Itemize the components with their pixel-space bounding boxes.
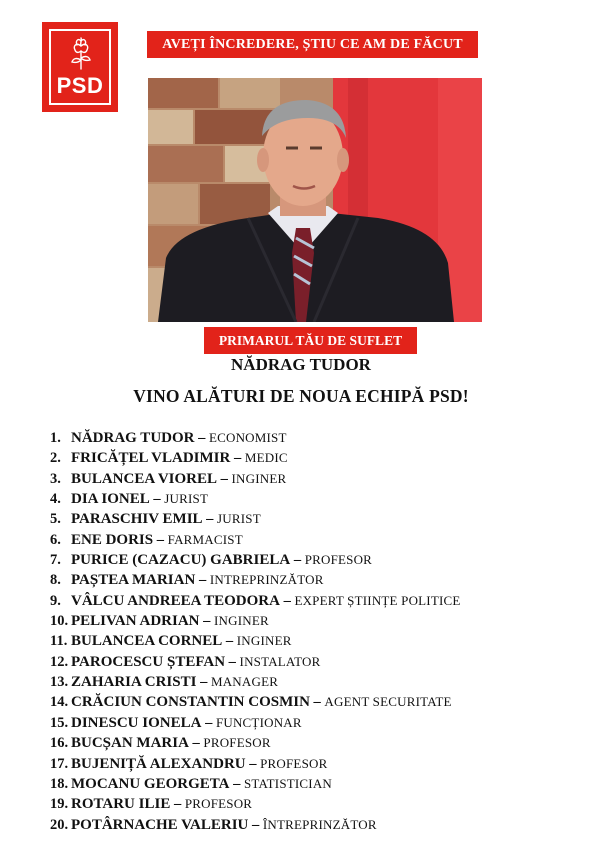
candidate-number: 2. [50, 450, 61, 467]
list-item [50, 754, 461, 774]
candidate-number: 1. [50, 430, 61, 446]
candidate-occupation: PROFESOR [260, 755, 328, 771]
candidate-occupation: FUNCȚIONAR [215, 714, 302, 730]
list-item [50, 509, 461, 529]
list-item [50, 448, 461, 468]
candidate-name-entry: PAȘTEA MARIAN [71, 572, 196, 589]
separator-dash: – [153, 531, 168, 548]
separator-dash: – [217, 470, 232, 487]
candidate-number: 4. [50, 491, 61, 508]
list-item [50, 692, 461, 712]
separator-dash: – [188, 735, 204, 752]
separator-dash: – [229, 775, 244, 792]
candidate-occupation: INGINER [231, 470, 287, 486]
separator-dash: – [199, 613, 214, 630]
rose-icon [64, 34, 98, 74]
candidate-number: 11. [50, 633, 68, 650]
candidate-photo [148, 78, 482, 322]
candidate-occupation: INTREPRINZĂTOR [209, 572, 324, 588]
candidate-number: 3. [50, 470, 61, 487]
separator-dash: – [230, 450, 245, 467]
candidate-number: 19. [50, 796, 69, 813]
candidate-number: 16. [50, 735, 69, 752]
candidate-occupation: AGENT SECURITATE [324, 694, 452, 710]
candidate-name-entry: CRĂCIUN CONSTANTIN COSMIN [71, 694, 310, 711]
candidate-name-entry: VÂLCU ANDREEA TEODORA [71, 592, 280, 609]
list-item [50, 469, 461, 489]
candidate-name-entry: PARASCHIV EMIL [71, 511, 203, 528]
list-item [50, 530, 461, 550]
candidate-name-entry: POTÂRNACHE VALERIU [71, 816, 249, 833]
psd-logo [42, 22, 118, 112]
candidate-name-entry: ZAHARIA CRISTI [71, 674, 197, 691]
candidate-number: 20. [50, 816, 69, 833]
candidate-occupation: MEDIC [244, 450, 288, 466]
list-item [50, 428, 461, 448]
candidate-occupation: INGINER [236, 633, 292, 649]
list-item [50, 815, 461, 835]
candidate-name-entry: MOCANU GEORGETA [71, 775, 230, 792]
candidate-number: 6. [50, 531, 61, 548]
candidate-number: 18. [50, 775, 69, 792]
candidate-number: 9. [50, 592, 61, 609]
separator-dash: – [309, 694, 325, 711]
list-item [50, 713, 461, 733]
candidate-name-entry: NĂDRAG TUDOR [71, 430, 195, 446]
candidate-occupation: ECONOMIST [208, 430, 287, 445]
candidate-name-entry: ENE DORIS [71, 531, 154, 548]
candidate-number: 7. [50, 552, 61, 569]
candidate-name-entry: BULANCEA VIOREL [71, 470, 218, 487]
separator-dash: – [194, 430, 209, 446]
candidate-name-entry: PAROCESCU ȘTEFAN [71, 653, 226, 670]
separator-dash: – [149, 491, 165, 508]
list-item [50, 631, 461, 651]
list-item [50, 591, 461, 611]
tagline-banner: PRIMARUL TĂU DE SUFLET [204, 327, 417, 354]
separator-dash: – [196, 674, 211, 691]
candidate-number: 13. [50, 674, 69, 691]
candidate-occupation: STATISTICIAN [243, 775, 333, 791]
list-item [50, 672, 461, 692]
separator-dash: – [290, 552, 305, 569]
candidate-name-entry: BULANCEA CORNEL [71, 633, 223, 650]
candidate-number: 17. [50, 755, 69, 772]
candidate-name: NĂDRAG TUDOR [231, 355, 371, 374]
candidate-number: 10. [50, 613, 69, 630]
list-item [50, 489, 461, 509]
candidate-occupation: PROFESOR [304, 552, 373, 568]
list-item [50, 652, 461, 672]
candidate-list [50, 428, 461, 835]
candidate-name-entry: PURICE (CAZACU) GABRIELA [71, 552, 291, 569]
candidate-occupation: INSTALATOR [239, 653, 321, 669]
candidate-occupation: JURIST [164, 491, 209, 507]
separator-dash: – [248, 816, 263, 833]
candidate-number: 15. [50, 714, 69, 731]
candidate-number: 12. [50, 653, 69, 670]
list-item [50, 570, 461, 590]
separator-dash: – [245, 755, 261, 772]
separator-dash: – [195, 572, 210, 589]
candidate-name-entry: BUJENIȚĂ ALEXANDRU [71, 755, 246, 772]
candidate-number: 5. [50, 511, 61, 528]
separator-dash: – [222, 633, 237, 650]
candidate-number: 8. [50, 572, 61, 589]
candidate-name-entry: DIA IONEL [71, 491, 150, 508]
candidate-number: 14. [50, 694, 69, 711]
candidate-occupation: FARMACIST [167, 531, 243, 547]
separator-dash: – [201, 714, 216, 731]
logo-text: PSD [56, 73, 104, 98]
candidate-occupation: EXPERT ȘTIINȚE POLITICE [294, 592, 461, 608]
separator-dash: – [170, 796, 185, 813]
candidate-occupation: PROFESOR [203, 735, 271, 751]
candidate-name-entry: PELIVAN ADRIAN [71, 613, 200, 630]
headline: VINO ALĂTURI DE NOUA ECHIPĂ PSD! [133, 386, 469, 406]
candidate-occupation: ÎNTREPRINZĂTOR [262, 816, 377, 832]
list-item [50, 733, 461, 753]
list-item [50, 611, 461, 631]
list-item [50, 550, 461, 570]
candidate-name-entry: BUCȘAN MARIA [71, 735, 189, 752]
candidate-occupation: MANAGER [210, 674, 279, 690]
candidate-name-entry: FRICĂȚEL VLADIMIR [71, 450, 231, 467]
candidate-occupation: PROFESOR [184, 796, 253, 812]
candidate-occupation: INGINER [214, 613, 269, 629]
list-item [50, 774, 461, 794]
list-item [50, 794, 461, 814]
separator-dash: – [279, 592, 295, 609]
slogan-banner: AVEȚI ÎNCREDERE, ȘTIU CE AM DE FĂCUT [147, 31, 478, 58]
candidate-name-entry: DINESCU IONELA [71, 714, 202, 731]
separator-dash: – [225, 653, 240, 670]
separator-dash: – [202, 511, 218, 528]
candidate-name-entry: ROTARU ILIE [71, 796, 171, 813]
candidate-occupation: JURIST [217, 511, 261, 527]
